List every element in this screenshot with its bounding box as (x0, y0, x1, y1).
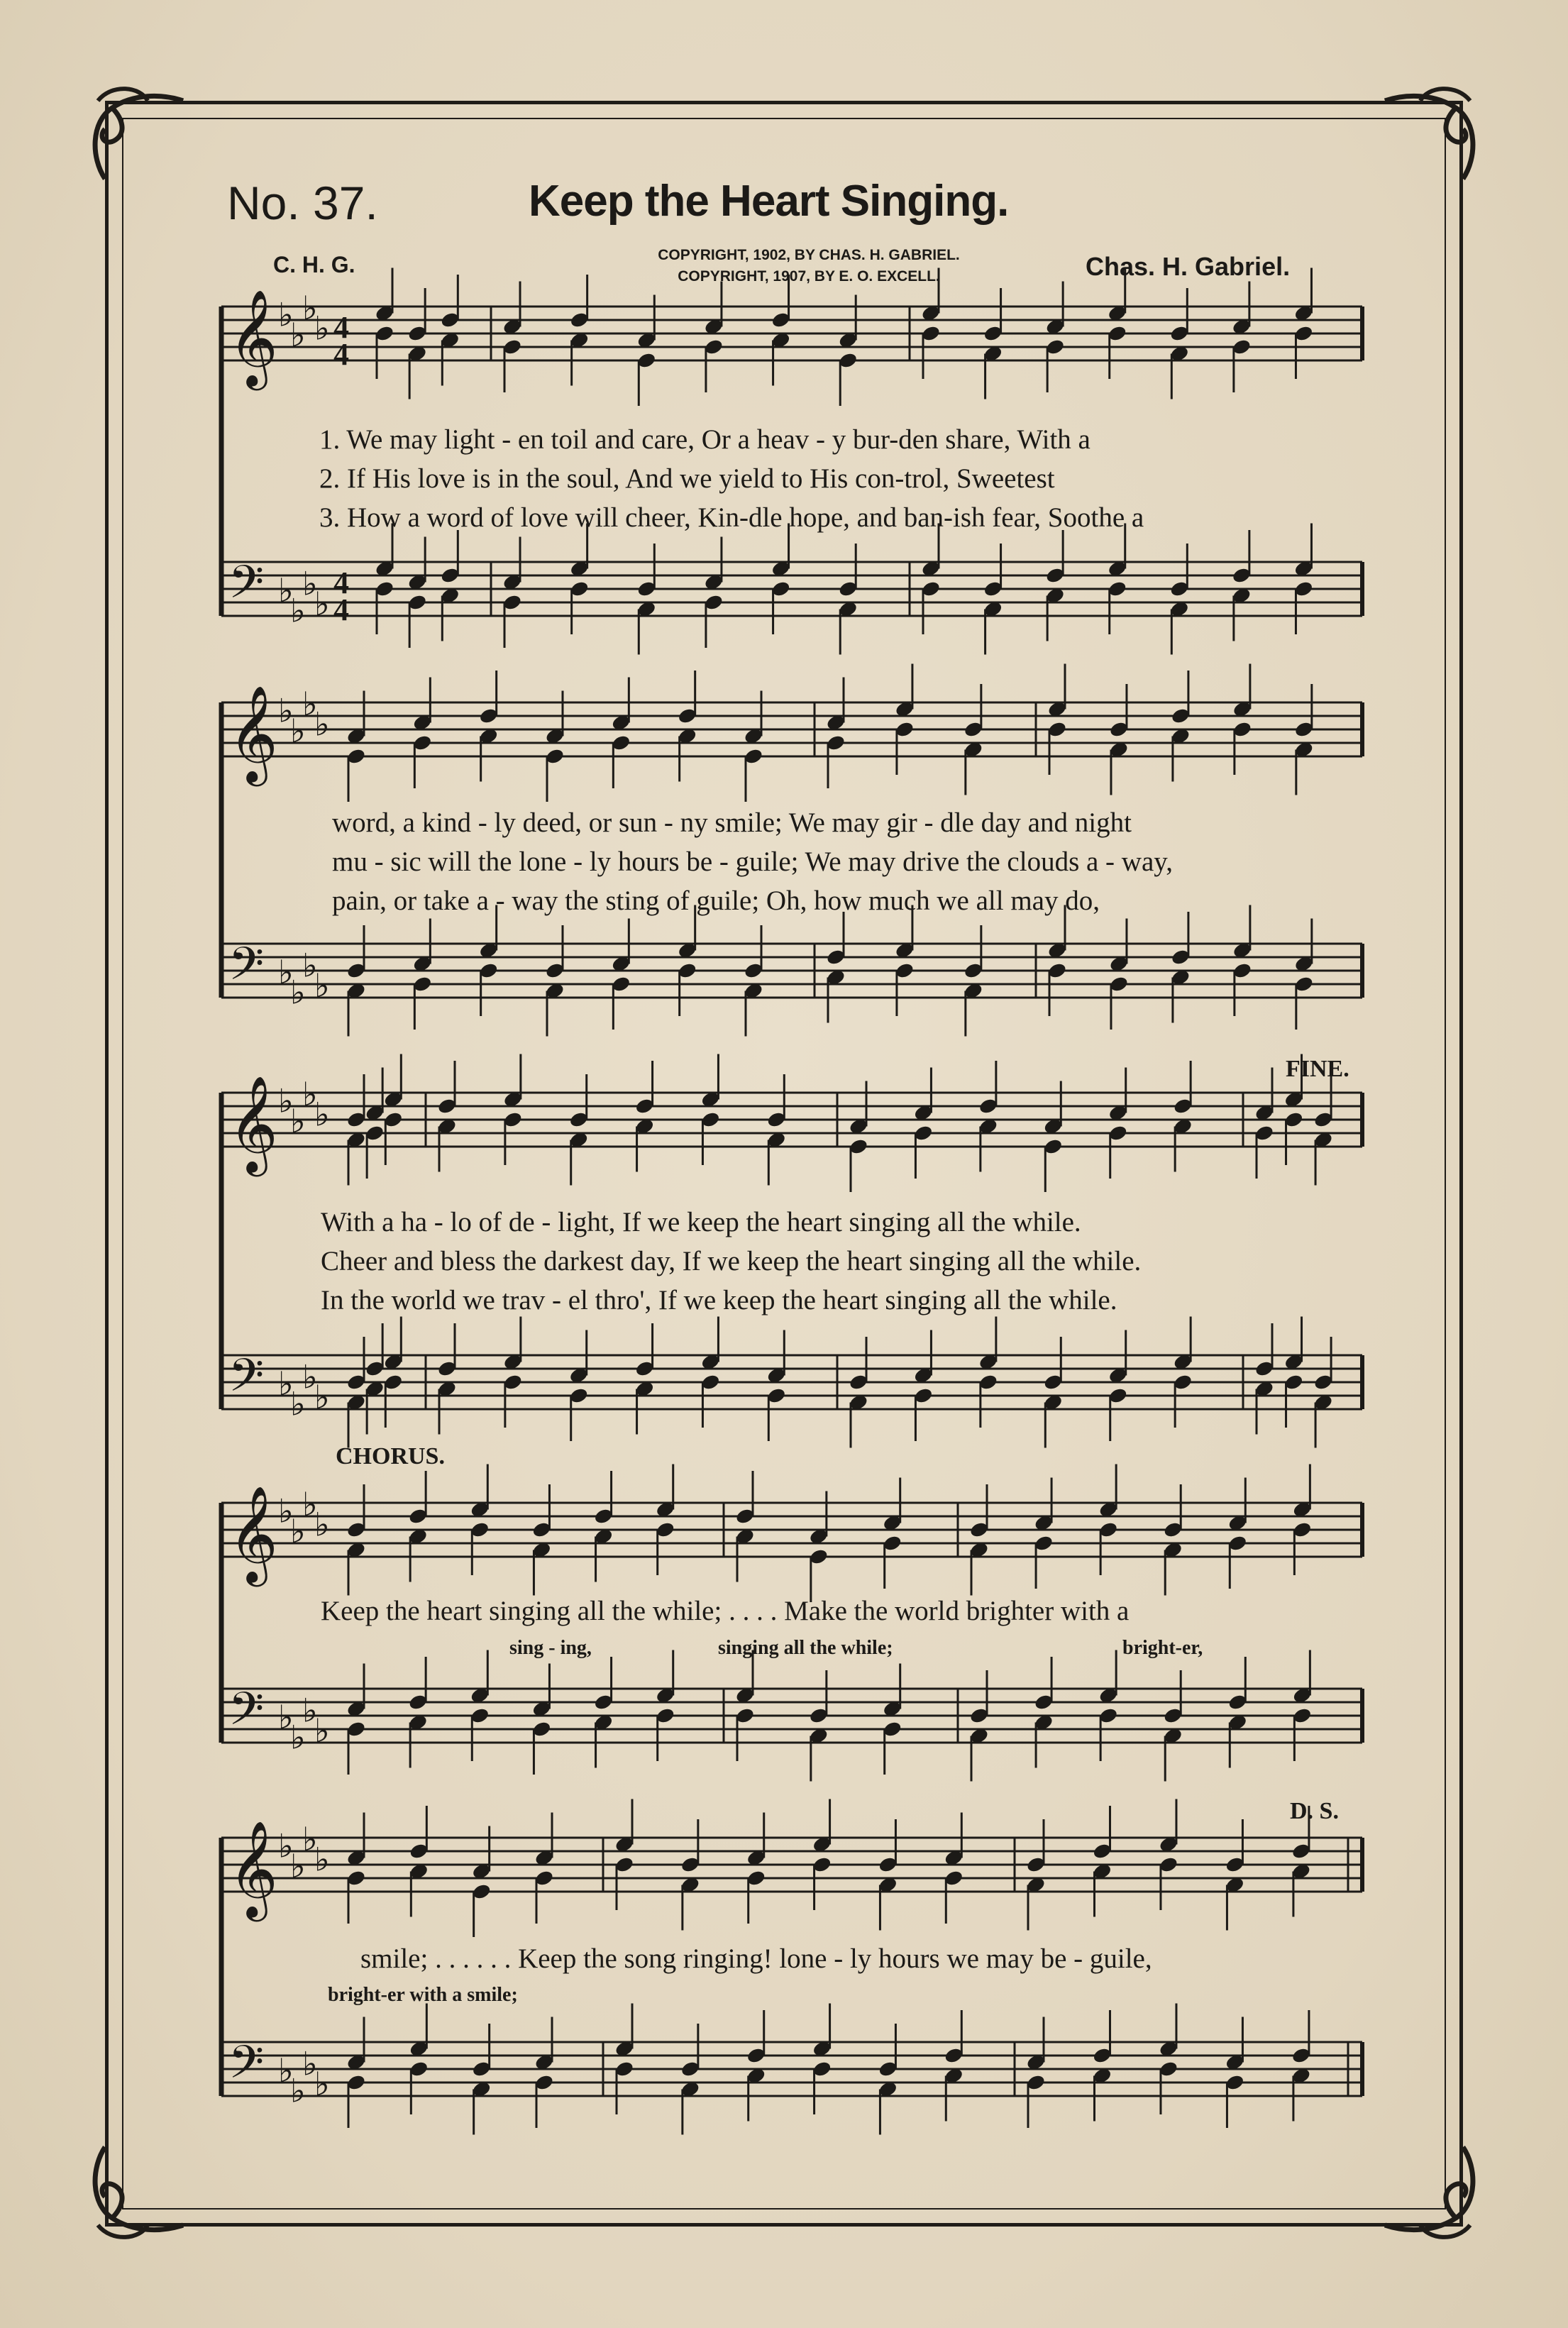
verse1-line2: word, a kind - ly deed, or sun - ny smile; We may gir - dle day and night (332, 807, 1132, 838)
ds-marking: D. S. (1290, 1798, 1339, 1824)
system-2-treble-staff-flat-4: ♭ (314, 705, 330, 744)
system-3-bass-staff-flat-4: ♭ (314, 1378, 330, 1416)
system-3-treble-staff-clef: 𝄞 (228, 1074, 278, 1172)
verse1-line1: 1. We may light - en toil and care, Or a heav - y bur-den share, With a (319, 424, 1091, 455)
system-3-bass-staff-flat-3: ♭ (302, 1357, 318, 1396)
hymn-number: No. 37. (227, 177, 378, 229)
verse3-line3: In the world we trav - el thro', If we keep the heart singing all the while. (321, 1285, 1117, 1315)
chorus-alto-3: bright-er, (1122, 1637, 1203, 1659)
chorus-alto-2: singing all the while; (718, 1637, 893, 1659)
system-2-treble-staff-flat-2: ♭ (290, 712, 306, 750)
system-2-treble-staff-clef: 𝄞 (228, 684, 278, 782)
system-1-treble-staff-flat-2: ♭ (290, 316, 306, 354)
system-4-treble-staff-flat-2: ♭ (290, 1512, 306, 1550)
system-5-treble-staff-flat-4: ♭ (314, 1840, 330, 1879)
system-1-bass-staff-flat-1: ♭ (278, 571, 294, 609)
system-4-bass-staff-flat-2: ♭ (290, 1718, 306, 1757)
music-credit: Chas. H. Gabriel. (1086, 252, 1291, 281)
system-1-bass-staff-flat-2: ♭ (290, 591, 306, 630)
system-5-treble-staff-flat-2: ♭ (290, 1847, 306, 1885)
words-credit: C. H. G. (273, 252, 355, 277)
system-5-bass-staff-clef: 𝄢 (228, 2036, 265, 2100)
system-4-treble-staff-flat-3: ♭ (302, 1485, 318, 1523)
system-2-bass-staff-clef: 𝄢 (228, 938, 265, 1002)
system-2-bass-staff-flat-1: ♭ (278, 953, 294, 991)
chorus-alto-1: sing - ing, (509, 1637, 592, 1659)
verse3-line2: pain, or take a - way the sting of guile; Oh, how much we all may do, (332, 886, 1100, 916)
system-5-bass-staff-flat-3: ♭ (302, 2044, 318, 2083)
system-4-bass-staff-flat-4: ♭ (314, 1711, 330, 1750)
system-4-bass-staff-flat-1: ♭ (278, 1698, 294, 1736)
system-5-treble-staff-flat-1: ♭ (278, 1826, 294, 1865)
system-2-bass-staff-flat-2: ♭ (290, 973, 306, 1012)
system-5-bass-staff-flat-2: ♭ (290, 2071, 306, 2110)
system-5-bass-staff-flat-1: ♭ (278, 2051, 294, 2090)
system-4-treble-staff-flat-1: ♭ (278, 1491, 294, 1530)
verse1-line3: With a ha - lo of de - light, If we keep the heart singing all the while. (321, 1207, 1081, 1237)
system-1-treble-staff-flat-4: ♭ (314, 309, 330, 348)
system-3-treble-staff-flat-1: ♭ (278, 1081, 294, 1120)
system-2-treble-staff-flat-1: ♭ (278, 691, 294, 730)
system-1-bass-staff-flat-3: ♭ (302, 564, 318, 603)
system-1-treble-staff-flat-1: ♭ (278, 295, 294, 334)
system-5-treble-staff-clef: 𝄞 (228, 1819, 278, 1917)
system-1-bass-staff-clef: 𝄢 (228, 556, 265, 620)
system-5-bass-staff-flat-4: ♭ (314, 2065, 330, 2103)
system-1-treble-staff-time-bottom: 4 (333, 337, 349, 372)
system-1-bass-staff-flat-4: ♭ (314, 585, 330, 623)
system-5-treble-staff-flat-3: ♭ (302, 1820, 318, 1858)
chorus-line1: Keep the heart singing all the while; . . . . Make the world brighter with a (321, 1596, 1130, 1626)
system-2-treble-staff-flat-3: ♭ (302, 685, 318, 723)
copyright-line-1: COPYRIGHT, 1902, BY CHAS. H. GABRIEL. (658, 247, 960, 263)
verse2-line1: 2. If His love is in the soul, And we yield to His con-trol, Sweetest (319, 463, 1055, 494)
system-1-bass-staff-time-top: 4 (333, 566, 349, 600)
system-4-bass-staff-clef: 𝄢 (228, 1683, 265, 1747)
system-3-treble-staff-flat-4: ♭ (314, 1095, 330, 1134)
system-1-bass-staff-time-bottom: 4 (333, 592, 349, 627)
system-4-treble-staff-flat-4: ♭ (314, 1505, 330, 1544)
system-1-treble-staff-time-top: 4 (333, 310, 349, 345)
system-3-bass-staff-clef: 𝄢 (228, 1350, 265, 1413)
system-1-treble-staff-clef: 𝄞 (228, 288, 278, 386)
system-2-bass-staff-flat-3: ♭ (302, 946, 318, 985)
system-4-bass-staff-flat-3: ♭ (302, 1691, 318, 1730)
verse3-line1: 3. How a word of love will cheer, Kin-dle hope, and ban-ish fear, Soothe a (319, 502, 1144, 533)
hymn-title: Keep the Heart Singing. (529, 177, 1009, 226)
system-3-bass-staff-flat-1: ♭ (278, 1364, 294, 1403)
system-3-treble-staff-flat-2: ♭ (290, 1102, 306, 1140)
system-1-treble-staff-flat-3: ♭ (302, 289, 318, 327)
verse2-line2: mu - sic will the lone - ly hours be - guile; We may drive the clouds a - way, (332, 846, 1173, 877)
fine-marking: FINE. (1286, 1056, 1349, 1082)
system-3-treble-staff-flat-3: ♭ (302, 1075, 318, 1113)
chorus-line2: smile; . . . . . . Keep the song ringing! lone - ly hours we may be - guile, (360, 1943, 1152, 1974)
system-2-bass-staff-flat-4: ♭ (314, 966, 330, 1005)
chorus-alto-4: bright-er with a smile; (328, 1984, 518, 2006)
chorus-label: CHORUS. (336, 1443, 445, 1469)
verse2-line3: Cheer and bless the darkest day, If we keep the heart singing all the while. (321, 1246, 1142, 1276)
system-3-bass-staff-flat-2: ♭ (290, 1384, 306, 1423)
copyright-line-2: COPYRIGHT, 1907, BY E. O. EXCELL. (678, 268, 940, 285)
system-4-treble-staff-clef: 𝄞 (228, 1484, 278, 1582)
